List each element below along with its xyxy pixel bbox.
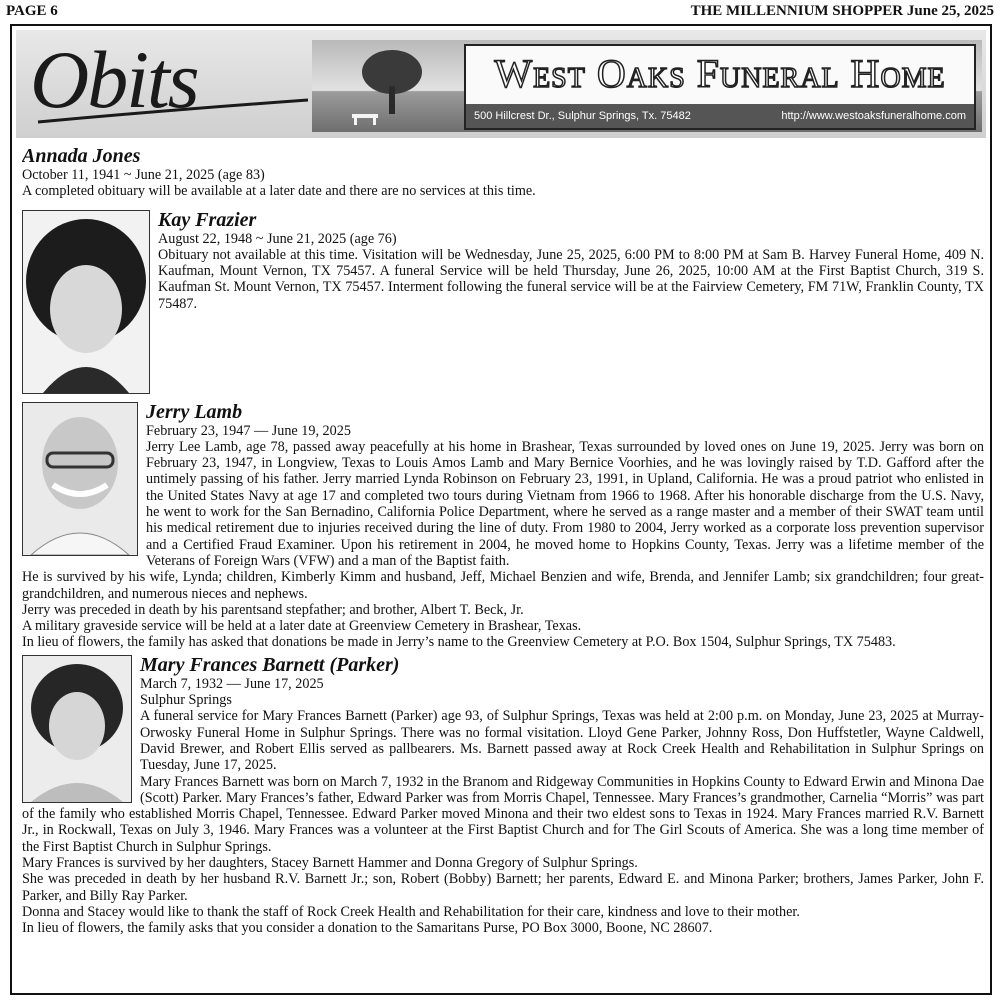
page-number: PAGE 6 xyxy=(6,2,58,19)
obituary-dates: August 22, 1948 ~ June 21, 2025 (age 76) xyxy=(158,230,397,247)
obituary-mary-frances-barnett xyxy=(22,655,984,937)
obituary-paragraph: In lieu of flowers, the family has asked that donations be made in Jerry’s name to the Greenview Cemetery at P.O. Box 1504, Sulphur Springs, TX 75483. xyxy=(22,634,896,651)
obituary-annada-jones xyxy=(22,146,984,200)
obituary-paragraph: He is survived by his wife, Lynda; children, Kimberly Kimm and husband, Jeff, Michael Benzien and wife, Brenda, and Jennifer Lamb; six grandchildren; four great-grandchildren, and numerous nieces and nephews. xyxy=(22,569,984,602)
obituary-dates: March 7, 1932 — June 17, 2025 xyxy=(140,675,324,692)
obituaries-content xyxy=(22,146,984,937)
portrait-icon xyxy=(23,656,131,802)
obituary-name: Jerry Lamb xyxy=(146,400,243,423)
portrait-icon xyxy=(23,211,149,393)
portrait-icon xyxy=(23,403,137,555)
obituary-dates: February 23, 1947 — June 19, 2025 xyxy=(146,422,351,439)
obits-banner xyxy=(16,30,986,138)
landscape-photo xyxy=(312,40,982,132)
funeral-home-logo xyxy=(464,44,976,130)
obituary-name: Kay Frazier xyxy=(158,208,257,231)
obituary-place: Sulphur Springs xyxy=(140,692,232,709)
funeral-home-info-bar xyxy=(466,104,974,128)
obituary-dates: October 11, 1941 ~ June 21, 2025 (age 83) xyxy=(22,167,265,183)
obituaries-frame xyxy=(10,24,992,995)
obituary-paragraph: A completed obituary will be available at a later date and there are no services at this time. xyxy=(22,183,536,200)
bench-icon xyxy=(350,110,380,126)
obituary-paragraph: Donna and Stacey would like to thank the staff of Rock Creek Health and Rehabilitation for their care, kindness and love to their mother. xyxy=(22,903,800,920)
funeral-home-name: West Oaks Funeral Home xyxy=(494,51,946,96)
portrait-photo-mary-frances-barnett xyxy=(22,655,132,803)
obituary-paragraph: She was preceded in death by her husband R.V. Barnett Jr.; son, Robert (Bobby) Barnett; her parents, Edward E. and Minona Parker; brothers, James Parker, John F. Parker, and Billy Ray Parker. xyxy=(22,871,984,904)
obituary-name: Annada Jones xyxy=(22,146,141,167)
obituary-jerry-lamb xyxy=(22,402,984,651)
obituary-name: Mary Frances Barnett (Parker) xyxy=(140,653,400,676)
funeral-home-address: 500 Hillcrest Dr., Sulphur Springs, Tx. 75482 xyxy=(474,110,691,122)
obituary-paragraph: A funeral service for Mary Frances Barnett (Parker) age 93, of Sulphur Springs, Texas was held at 2:00 p.m. on Monday, June 23, 2025 at Murray-Orwosky Funeral Home in Sulphur Springs. There was no formal visitation. Lloyd Gene Parker, Johnny Ross, Don Huffstetler, Wayne Caldwell, David Brewer, and Robert Ellis served as pallbearers. Ms. Barnett passed away at Rock Creek Health and Rehabilitation in Sulphur Springs on Tuesday, June 17, 2025. xyxy=(140,708,984,774)
portrait-photo-kay-frazier xyxy=(22,210,150,394)
obituary-paragraph: Jerry was preceded in death by his parentsand stepfather; and brother, Albert T. Beck, Jr. xyxy=(22,601,524,618)
obituary-kay-frazier xyxy=(22,210,984,394)
tree-icon xyxy=(357,46,427,118)
publication-dateline: THE MILLENNIUM SHOPPER June 25, 2025 xyxy=(690,2,994,19)
obituary-paragraph: Mary Frances is survived by her daughters, Stacey Barnett Hammer and Donna Gregory of Sulphur Springs. xyxy=(22,855,638,872)
funeral-home-website[interactable]: http://www.westoaksfuneralhome.com xyxy=(781,110,966,122)
obituary-paragraph: Mary Frances Barnett was born on March 7, 1932 in the Branom and Ridgeway Communities in Hopkins County to Edward Erwin and Minona Dae (Scott) Parker. Mary Frances’s father, Edward Parker was from Morris Chapel, Tennessee. Mary Frances’s grandmother, Carnelia “Morris” was part of the family who established Morris Chapel, Tennessee. Edward Parker moved Minona and their two eldest sons to Texas in 1924. Mary Frances married R.V. Barnett Jr., in Rockwall, Texas on July 3, 1946. Mary Frances was a volunteer at the First Baptist Church and for The Girl Scouts of America. She was a long time member of the First Baptist Church in Sulphur Springs. xyxy=(22,773,984,855)
obituary-paragraph: A military graveside service will be held at a later date at Greenview Cemetery in Brashear, Texas. xyxy=(22,618,582,635)
obituary-paragraph: In lieu of flowers, the family asks that you consider a donation to the Samaritans Purse, PO Box 3000, Boone, NC 28607. xyxy=(22,920,713,937)
obituary-paragraph: Jerry Lee Lamb, age 78, passed away peacefully at his home in Brashear, Texas surrounded by loved ones on June 19, 2025. Jerry was born on February 23, 1947, in Longview, Texas to Louis Amos Lamb and Mary Bernice Voorhies, and he was lovingly raised by T.D. Gafford after the untimely passing of his father. Jerry married Lynda Robinson on February 23, 1991, in Upland, California. He was a proud patriot who enlisted in the United States Navy at age 17 and completed two tours during Vietnam from 1966 to 1968. After his honorable discharge from the U.S. Navy, he went to work for the San Bernadino, California Police Department, where he served as a range master and a member of their SWAT team until his medical retirement due to injuries received during the line of duty. From 1980 to 2004, Jerry worked as a corporate loss prevention supervisor and a Certified Fraud Examiner. Upon his retirement in 2004, he moved home to Hopkins County, Texas. Jerry was a lifetime member of the Veterans of Foreign Wars (VFW) and a man of the Baptist faith. xyxy=(146,438,984,569)
obituary-paragraph: Obituary not available at this time. Visitation will be Wednesday, June 25, 2025, 6:00 PM to 8:00 PM at Sam B. Harvey Funeral Home, 409 N. Kaufman, Mount Vernon, TX 75457. A funeral Service will be held Thursday, June 26, 2025, 10:00 AM at the First Baptist Church, 319 S. Kaufman St. Mount Vernon, TX 75457. Interment following the funeral service will be at the Fairview Cemetery, FM 71W, Franklin County, TX 75487. xyxy=(158,246,984,312)
portrait-photo-jerry-lamb xyxy=(22,402,138,556)
swoosh-ornament xyxy=(28,92,318,132)
page-header xyxy=(6,0,994,22)
section-title: Obits xyxy=(30,34,198,125)
